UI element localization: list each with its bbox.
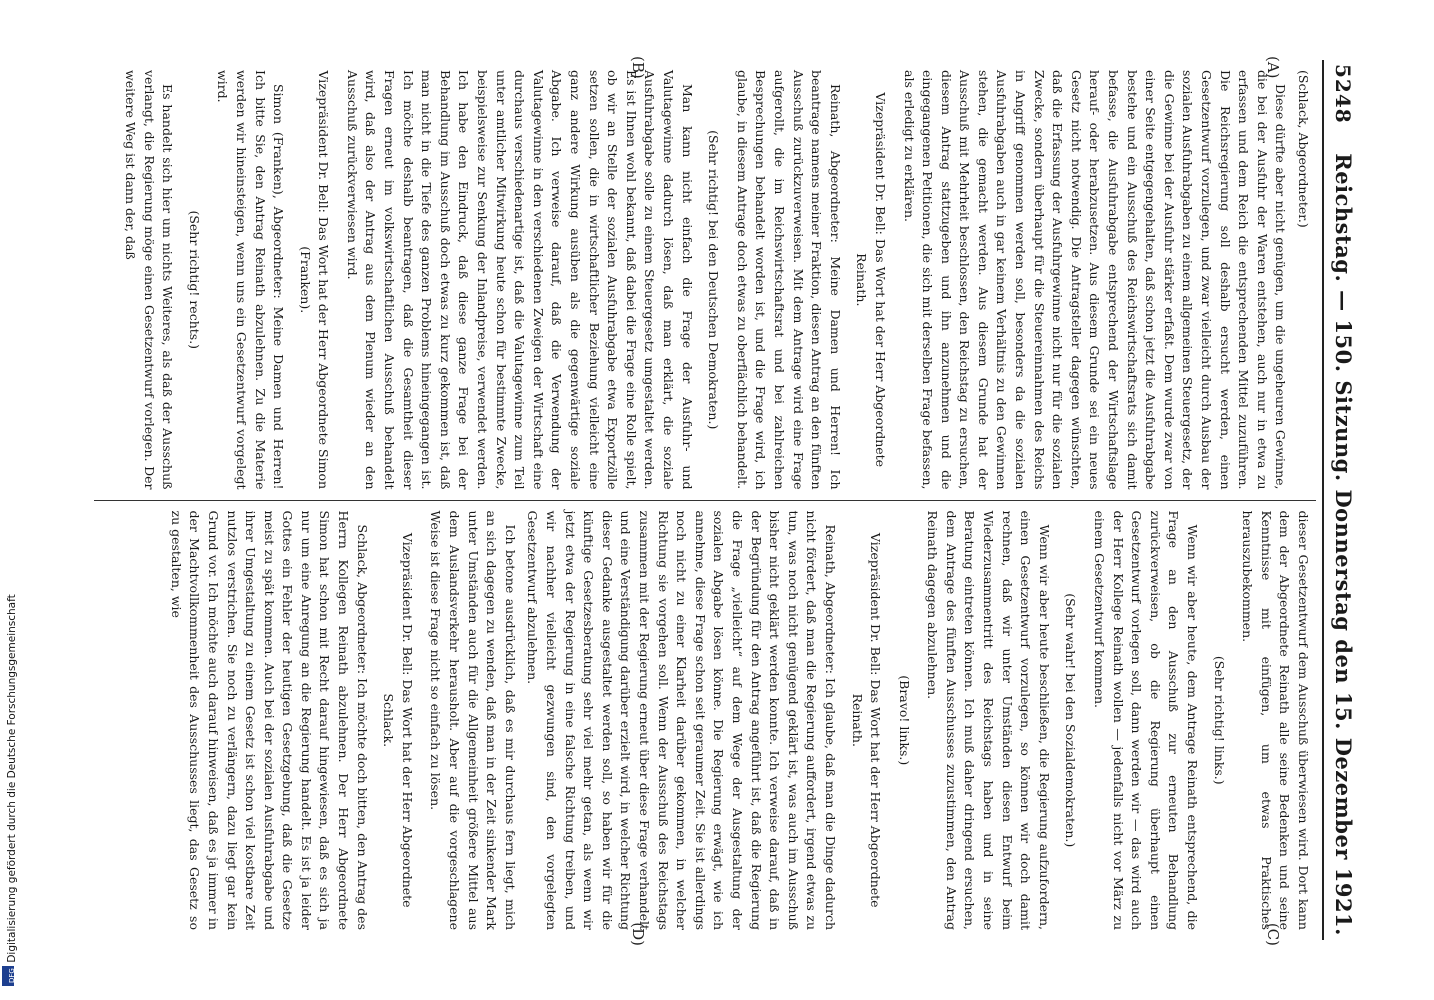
chair-announcement: Vizepräsident Dr. Bell: Das Wort hat der Herr Abgeordnete Reinath. — [849, 532, 884, 908]
interjection: (Bravo! links.) — [896, 675, 912, 766]
paragraph: Diese dürfte aber nicht genügen, um die ungeheuren Gewinne, die bei der Ausfuhr der Waren entstehen, auch nur in etwa zu erfassen und dem Reich die entsprechenden Mittel zuzuführen. Die Reichsregierung soll deshalb ersucht werden, einen Gesetzentwurf vorzulegen, und zwar vielleicht durch Ausbau der sozialen Ausfuhrabgaben zu einem allgemeinen Steuergesetz, der die Gewinne bei der Ausfuhr stärker erfaßt. Dem wurde zwar von einer Seite entgegengehalten, daß schon jetzt die Ausfuhrabgabe bestehe und ein Ausschuß des Reichswirtschaftsrats sich damit befasse, die Ausfuhrabgabe entsprechend der Wirtschaftslage herauf- oder herabzusetzen. Aus diesem Grunde sei ein neues Gesetz nicht notwendig. Die Antragsteller dagegen wünschten, daß die Erfassung der Ausfuhrgewinne nicht nur für die sozialen Zwecke, sondern überhaupt für die Steuereinnahmen des Reichs in Angriff genommen werden soll, besonders da die sozialen Ausfuhrabgaben auch in gar keinem Verhältnis zu den Gewinnen stehen, die gemacht werden. Aus diesem Grunde hat der Ausschuß mit Mehrheit beschlossen, den Reichstag zu ersuchen, diesem Antrag stattzugeben und ihn anzunehmen und die eingegangenen Petitionen, die sich mit derselben Frage befassen, als erledigt zu erklären. — [901, 70, 1289, 490]
page-title: Reichstag. — 150. Sitzung. Donnerstag den 15. Dezember 1921. — [1331, 153, 1356, 936]
paragraph: Wenn wir aber heute beschließen, die Regierung aufzufordern, einen Gesetzentwurf vorzulegen, so können wir doch damit rechnen, daß wir unter Umständen diesen Entwurf beim Wiederzusammentritt des Reichstags haben und in seine Beratung eintreten können. Ich muß daher dringend ersuchen, dem Antrage des fünften Ausschusses zuzustimmen, den Antrag Reinath dagegen abzulehnen. — [925, 510, 1052, 930]
right-column — [94, 501, 1322, 941]
chair-announcement: Vizepräsident Dr. Bell: Das Wort hat der Herr Abgeordnete Schlack. — [381, 532, 415, 908]
interjection: (Sehr richtig! rechts.) — [186, 210, 202, 350]
margin-letter-c: (C) — [1264, 922, 1282, 946]
text-columns — [94, 56, 1322, 946]
page-header — [1322, 60, 1356, 940]
margin-letter-a: (A) — [1264, 56, 1282, 79]
interjection: (Sehr richtig! bei den Deutschen Demokraten.) — [706, 130, 722, 430]
credit-text: Digitalisierung gefördert durch die Deutsche Forschungsgemeinschaft — [6, 594, 18, 963]
dfg-logo-icon: DFG — [2, 966, 14, 986]
chair-announcement: Vizepräsident Dr. Bell: Das Wort hat der Herr Abgeordnete Reinath. — [854, 92, 888, 468]
paragraph: dieser Gesetzentwurf dem Ausschuß überwiesen wird. Dort kann dem der Abgeordnete Reinath alle seine Bedenken und seine Kenntnisse mit einfügen, um etwas Praktisches herauszubekommen. — [1240, 510, 1311, 930]
speech-paragraph: Reinath, Abgeordneter: Ich glaube, daß man die Dinge dadurch nicht fördert, daß man die Regierung auffordert, irgend etwas zu tun, was noch nicht genügend geklärt ist, was auch im Ausschuß bisher nicht geklärt werden konnte. Ich verweise darauf, daß in der Begründung für den Antrag angeführt ist, daß die Regierung die Frage „vielleicht“ auf dem Wege der Ausgestaltung der sozialen Abgabe lösen könne. Die Regierung erwägt, wie ich annehme, diese Frage schon seit geraumer Zeit. Sie ist allerdings noch nicht zu einer Klarheit darüber gekommen, in welcher Richtung sie vorgehen soll. Wenn der Ausschuß des Reichstags zusammen mit der Regierung erneut über diese Frage verhandelt und eine Verständigung darüber erzielt wird, in welcher Richtung dieser Gedanke ausgestaltet werden soll, so haben wir für die künftige Gesetzesberatung sehr viel mehr getan, als wenn wir jetzt etwa der Regierung in eine falsche Richtung treiben, und wir nachher vielleicht gezwungen sind, den vorgelegten Gesetzentwurf abzulehnen. — [525, 510, 838, 930]
speech-paragraph: Reinath, Abgeordneter: Meine Damen und Herren! Ich beantrage namens meiner Fraktion, diesen Antrag an den fünften Ausschuß zurückzuverweisen. Mit dem Antrage wird eine Frage aufgerollt, die im Reichswirtschaftsrat und bei zahlreichen Besprechungen behandelt worden ist, und die Frage wird, ich glaube, in diesem Antrage doch etwas zu oberflächlich behandelt. — [734, 70, 843, 490]
page-number: 5248 — [1331, 64, 1355, 124]
digitization-credit — [2, 594, 18, 990]
margin-letter-d: (D) — [629, 922, 647, 946]
interjection: (Sehr richtig! links.) — [1211, 655, 1227, 785]
paragraph: Es handelt sich hier um nichts Weiteres, als daß der Ausschuß verlangt, die Regierung möge einen Gesetzentwurf vorlegen. Der weitere Weg ist dann der, daß — [122, 70, 176, 490]
paragraph: Wenn wir aber heute, dem Antrage Reinath entsprechend, die Frage an den Ausschuß zur erneuten Behandlung zurückverweisen, ob die Regierung überhaupt einen Gesetzentwurf vorlegen soll, dann werden wir — das wird auch der Herr Kollege Reinath wollen — jedenfalls nicht vor März zu einem Gesetzentwurf kommen. — [1092, 510, 1201, 930]
rotated-page — [72, 50, 1362, 950]
speaker-note: (Schlack, Abgeordneter.) — [1296, 70, 1311, 228]
interjection: (Sehr wahr! bei den Sozialdemokraten.) — [1063, 593, 1079, 848]
paragraph: Ich betone ausdrücklich, daß es mir durchaus fern liegt, mich an sich dagegen zu wenden, daß man in der Zeit sinkender Mark unter Umständen auch für die Allgemeinheit größere Mittel aus dem Auslandsverkehr herausholt. Aber auf die vorgeschlagene Weise ist diese Frage nicht so einfach zu lösen. — [428, 510, 518, 930]
paragraph: Man kann nicht einfach die Frage der Ausfuhr- und Valutagewinne dadurch lösen, daß man erklärt, die soziale Ausfuhrabgabe solle zu einem Steuergesetz umgestaltet werden. Es ist Ihnen wohl bekannt, daß dabei die Frage eine Rolle spielt, ob wir an Stelle der sozialen Ausfuhrabgabe etwa Exportzölle setzen sollen, die in wirtschaftlicher Beziehung vielleicht eine ganz andere Wirkung ausüben als die gegenwärtige soziale Abgabe. Ich verweise darauf, daß die Verwendung der Valutagewinne in den verschiedenen Zweigen der Wirtschaft eine durchaus verschiedenartige ist, daß die Valutagewinne zum Teil unter amtlicher Mitwirkung heute schon für bestimmte Zwecke, beispielsweise zur Senkung der Inlandpreise, verwendet werden. Ich habe den Eindruck, daß diese ganze Frage bei der Behandlung im Ausschuß doch etwas zu kurz gekommen ist, daß man nicht in die Tiefe des ganzen Problems hineingegangen ist. Ich möchte deshalb beantragen, daß die Gesamtheit dieser Fragen erneut im volkswirtschaftlichen Ausschuß behandelt wird, daß also der Antrag aus dem Plenum wieder an den Ausschuß zurückverwiesen wird. — [344, 70, 695, 490]
speech-paragraph: Schlack, Abgeordneter: Ich möchte doch bitten, den Antrag des Herrn Kollegen Reinath abzulehnen. Der Herr Abgeordnete Simon hat schon mit Recht darauf hingewiesen, daß es sich ja nur um eine Anregung an die Regierung handelt. Es ist ja leider Gottes ein Fehler der heutigen Gesetzgebung, daß die Gesetze meist zu spät kommen. Auch bei der sozialen Ausfuhrabgabe und ihrer Umgestaltung zu einem Gesetz ist schon viel kostbare Zeit nutzlos verstrichen. Sie noch zu verlängern, dazu liegt gar kein Grund vor. Ich möchte auch darauf hinweisen, daß es ja immer in der Machtvollkommenheit des Ausschusses liegt, das Gesetz so zu gestalten, wie — [168, 510, 370, 930]
speech-paragraph: Simon (Franken), Abgeordneter: Meine Damen und Herren! Ich bitte Sie, den Antrag Reinath abzulehnen. Zu die Materie werden wir hineinsteigen, wenn uns ein Gesetzentwurf vorgelegt wird. — [215, 70, 287, 490]
chair-announcement: Vizepräsident Dr. Bell: Das Wort hat der Herr Abgeordnete Simon (Franken). — [297, 70, 332, 490]
margin-letter-b: (B) — [629, 56, 647, 79]
left-column — [94, 60, 1322, 500]
